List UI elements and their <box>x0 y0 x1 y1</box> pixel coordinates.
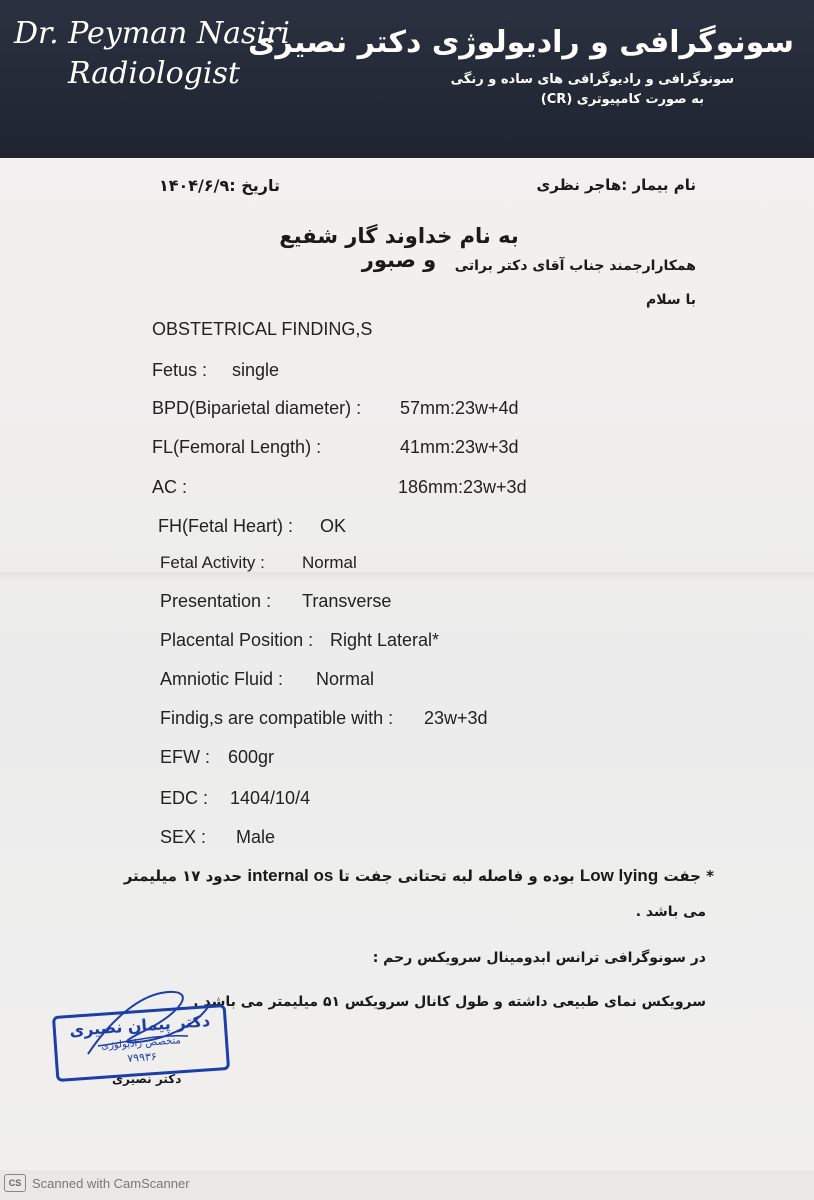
field-label: FH(Fetal Heart) : <box>158 516 294 536</box>
patient-name: نام بیمار :هاجر نظری <box>536 176 696 194</box>
placenta-note <box>124 866 714 886</box>
scanner-label: Scanned with CamScanner <box>32 1175 190 1191</box>
cervix-text: سرویکس نمای طبیعی داشته و طول کانال سرویکس ۵۱ میلیمتر می باشد . <box>193 994 706 1010</box>
colleague-greeting: همکارارجمند جناب آقای دکتر براتی <box>454 258 696 274</box>
signer-name: دکتر نصیری <box>112 1072 182 1086</box>
signature-icon <box>78 984 218 1064</box>
note-mid: بوده و فاصله لبه تحتانی جفت تا <box>338 867 575 885</box>
field-amniotic-fluid <box>160 669 460 693</box>
field-label: AC : <box>152 477 188 497</box>
field-value: Male <box>236 827 276 847</box>
field-label: Placental Position : <box>160 630 314 650</box>
field-label: Amniotic Fluid : <box>160 669 284 689</box>
bismillah: به نام خداوند گار شفیع و صبور <box>279 224 519 272</box>
doctor-title: Radiologist <box>68 56 240 91</box>
clinic-name-fa <box>248 22 794 110</box>
field-value: Right Lateral* <box>330 630 440 650</box>
field-value: 57mm:23w+4d <box>400 398 519 418</box>
field-fh <box>158 516 458 540</box>
clinic-subtitle-2: به صورت کامپیوتری (CR) <box>540 92 704 107</box>
field-placental-position <box>160 630 480 654</box>
placenta-note-line2: می باشد . <box>635 904 706 920</box>
field-value: 186mm:23w+3d <box>398 477 527 497</box>
field-label: EDC : <box>160 788 209 808</box>
field-value: 23w+3d <box>424 708 488 728</box>
field-value: Normal <box>302 553 357 572</box>
field-value: Normal <box>316 669 375 689</box>
stamp-specialty: متخصص رادیولوژی <box>100 1035 182 1052</box>
note-star: * جفت <box>663 867 714 885</box>
note-low-lying: Low lying <box>579 866 659 885</box>
clinic-subtitle: سونوگرافی و رادیوگرافی های ساده و رنگی <box>450 72 734 87</box>
field-label: BPD(Biparietal diameter) : <box>152 398 362 418</box>
field-fetus <box>152 360 452 384</box>
field-label: Presentation : <box>160 591 272 611</box>
salam: با سلام <box>645 292 696 308</box>
field-presentation <box>160 591 460 615</box>
field-label: EFW : <box>160 747 210 767</box>
field-value: OK <box>320 516 347 536</box>
field-bpd <box>152 398 552 422</box>
field-value: single <box>232 360 280 380</box>
field-efw <box>160 747 420 771</box>
letterhead <box>0 0 814 158</box>
doctor-name: Dr. Peyman Nasiri <box>14 16 290 51</box>
paper-fold <box>0 572 814 582</box>
scanner-watermark <box>4 1174 190 1192</box>
field-value: 1404/10/4 <box>230 788 311 808</box>
cervix-heading: در سونوگرافی ترانس ابدومینال سرویکس رحم : <box>372 950 706 966</box>
stamp-name: دکتر پیمان نصیری <box>68 1011 211 1040</box>
field-label: FL(Femoral Length) : <box>152 437 322 457</box>
field-ac <box>152 477 552 501</box>
field-edc <box>160 788 420 812</box>
clinic-title: سونوگرافی و رادیولوژی دکتر نصیری <box>247 25 794 60</box>
camscanner-icon: CS <box>4 1174 26 1192</box>
field-label: Fetus : <box>152 360 208 380</box>
report-date: تاریخ :۱۴۰۴/۶/۹ <box>158 176 280 195</box>
note-internal-os: internal os <box>247 866 334 885</box>
stamp-code: ۷۹۹۳۶ <box>126 1049 158 1065</box>
field-value: 41mm:23w+3d <box>400 437 519 457</box>
report-heading: OBSTETRICAL FINDING,S <box>152 319 373 339</box>
field-label: Findig,s are compatible with : <box>160 708 394 728</box>
field-value: 600gr <box>228 747 275 767</box>
field-sex <box>160 827 420 851</box>
field-compatible-with <box>160 708 520 732</box>
field-label: SEX : <box>160 827 207 847</box>
field-label: Fetal Activity : <box>160 553 265 572</box>
field-value: Transverse <box>302 591 392 611</box>
note-end: حدود ۱۷ میلیمتر <box>123 867 243 885</box>
field-fl <box>152 437 552 461</box>
